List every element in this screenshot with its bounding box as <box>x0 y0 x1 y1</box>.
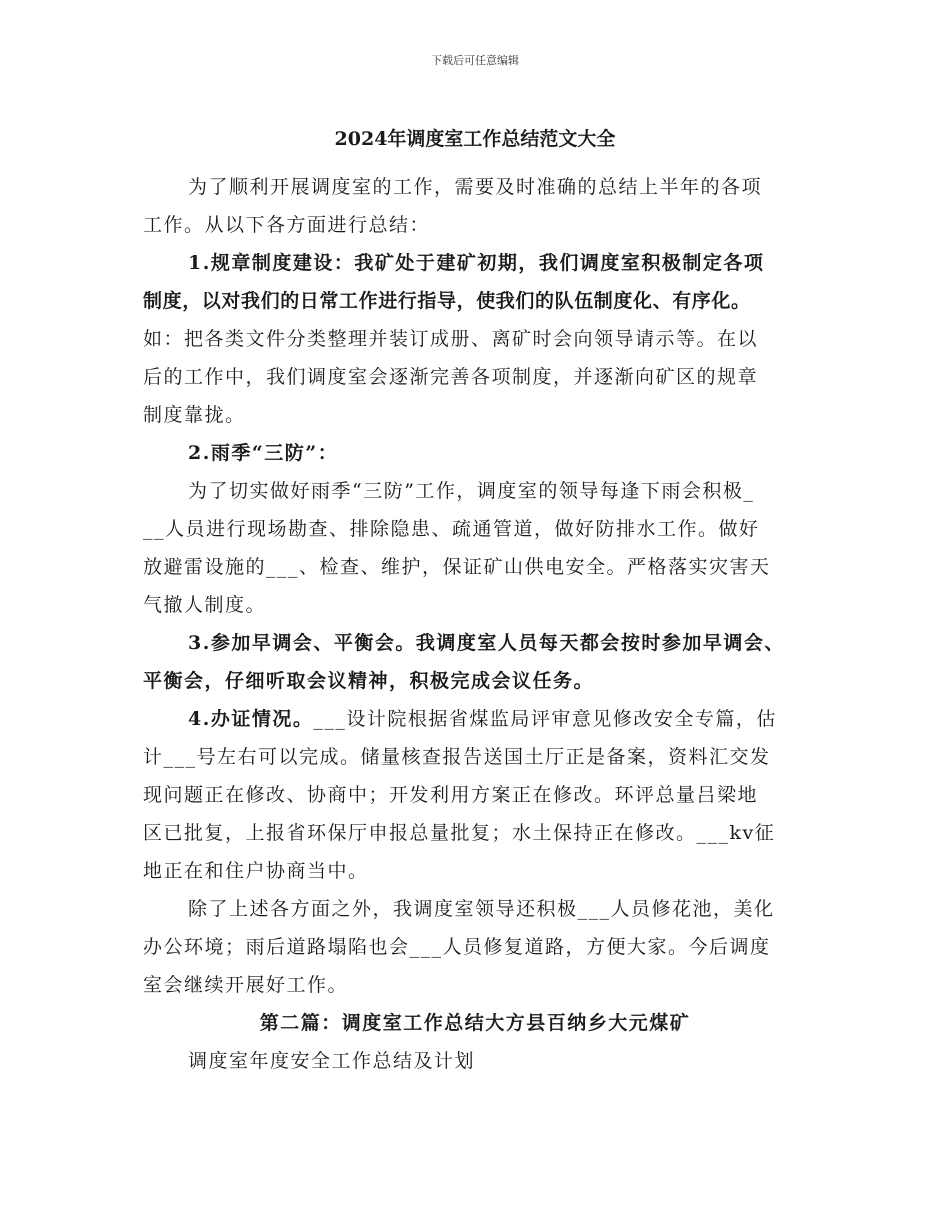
paragraph-line: 后的工作中，我们调度室会逐渐完善各项制度，并逐渐向矿区的规章 <box>143 366 759 388</box>
paragraph-line: 气撤人制度。 <box>143 594 267 616</box>
page-header: 下载后可任意编辑 <box>431 54 519 67</box>
paragraph-line: 现问题正在修改、协商中；开发利用方案正在修改。环评总量吕梁地 <box>143 784 759 806</box>
paragraph-text-inline: ___设计院根据省煤监局评审意见修改安全专篇，估 <box>313 708 777 730</box>
paragraph-line: 为了顺利开展调度室的工作，需要及时准确的总结上半年的各项 <box>188 176 763 198</box>
paragraph-line: 区已批复，上报省环保厅申报总量批复；水土保持正在修改。___kv征 <box>143 822 776 844</box>
section-heading-inline: 4.办证情况。 <box>188 708 314 730</box>
section-heading-line: 制度，以对我们的日常工作进行指导，使我们的队伍制度化、有序化。 <box>143 290 751 312</box>
section-heading-line: 1.规章制度建设：我矿处于建矿初期，我们调度室积极制定各项 <box>188 252 765 274</box>
paragraph-line: 放避雷设施的___、检查、维护，保证矿山供电安全。严格落实灾害天 <box>143 556 771 578</box>
section-heading-line: 2.雨季“三防”： <box>188 442 339 464</box>
paragraph-line: 除了上述各方面之外，我调度室领导还积极___人员修花池，美化 <box>188 898 775 920</box>
paragraph-line: 室会继续开展好工作。 <box>143 974 349 996</box>
paragraph-line: 地正在和住户协商当中。 <box>143 860 369 882</box>
paragraph-line: 调度室年度安全工作总结及计划 <box>188 1050 476 1072</box>
document-title: 2024年调度室工作总结范文大全 <box>334 128 616 150</box>
paragraph-line: __人员进行现场勘查、排除隐患、疏通管道，做好防排水工作。做好 <box>143 518 760 540</box>
paragraph-line-mixed <box>188 700 868 738</box>
section-title: 第二篇：调度室工作总结大方县百纳乡大元煤矿 <box>259 1012 691 1034</box>
paragraph-line: 计___号左右可以完成。储量核查报告送国土厅正是备案，资料汇交发 <box>143 746 771 768</box>
section-heading-line: 平衡会，仔细听取会议精神，积极完成会议任务。 <box>143 670 595 692</box>
paragraph-line: 工作。从以下各方面进行总结： <box>143 214 431 236</box>
paragraph-line: 办公环境；雨后道路塌陷也会___人员修复道路，方便大家。今后调度 <box>143 936 771 958</box>
paragraph-line: 制度靠拢。 <box>143 404 246 426</box>
paragraph-line: 如：把各类文件分类整理并装订成册、离矿时会向领导请示等。在以 <box>143 328 759 350</box>
paragraph-line: 为了切实做好雨季“三防”工作，调度室的领导每逢下雨会积极_ <box>188 480 755 502</box>
section-heading-line: 3.参加早调会、平衡会。我调度室人员每天都会按时参加早调会、 <box>188 632 785 654</box>
